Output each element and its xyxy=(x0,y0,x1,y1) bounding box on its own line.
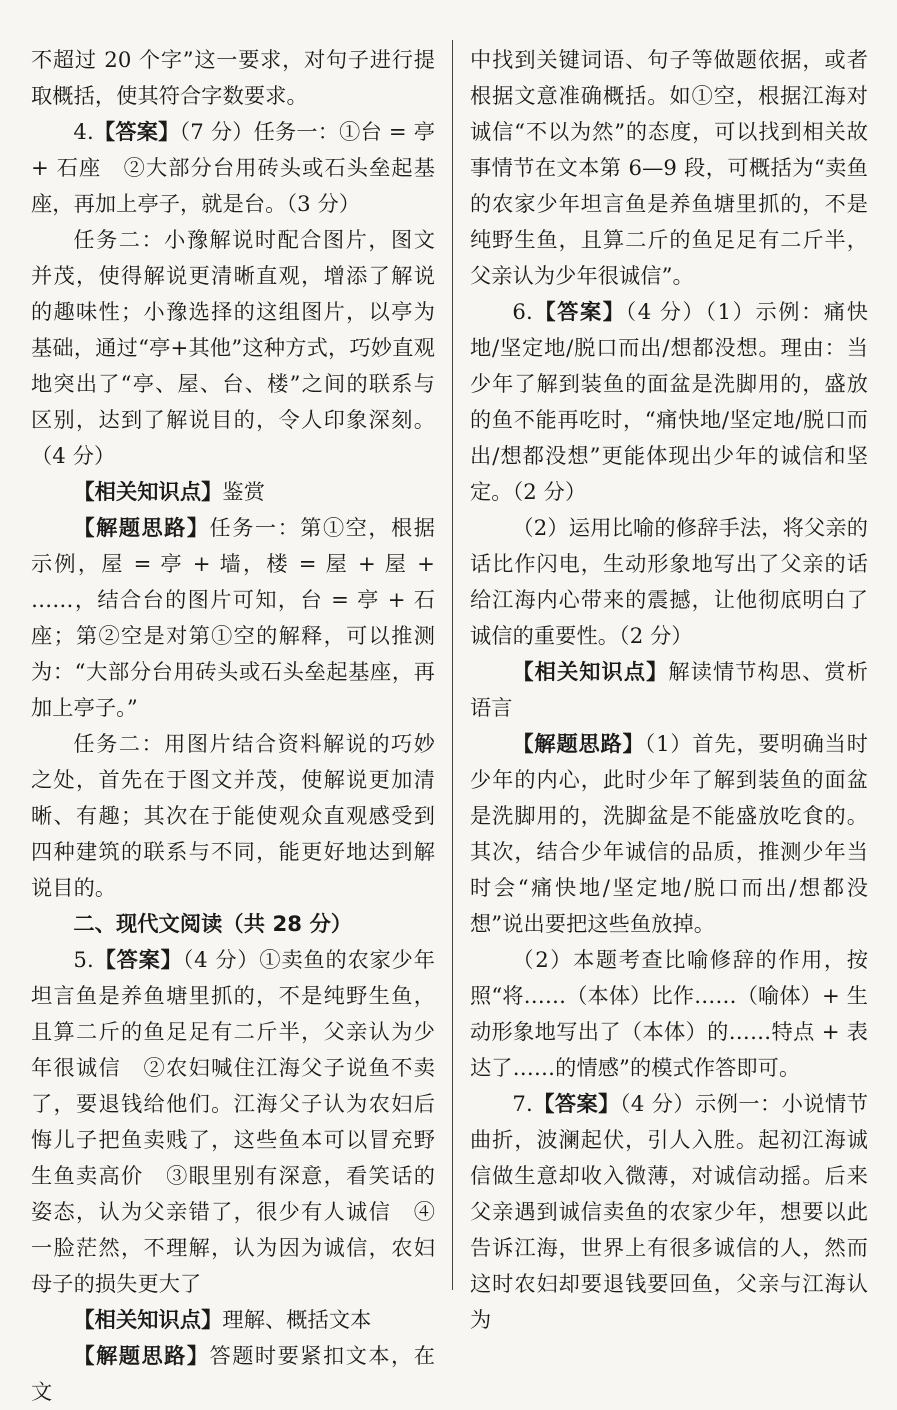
knowledge-point-text: 解读情节构思、赏析语言 xyxy=(470,659,868,720)
answer-tag: 【答案】 xyxy=(93,119,180,144)
question-4-solution-approach xyxy=(31,510,435,726)
knowledge-point-text: 鉴赏 xyxy=(222,479,265,504)
column-divider xyxy=(452,40,453,1290)
knowledge-point-text: 理解、概括文本 xyxy=(222,1307,372,1332)
question-4-knowledge-point xyxy=(31,474,435,510)
question-6-answer-text: （4 分）（1）示例：痛快地/坚定地/脱口而出/想都没想。理由：当少年了解到装鱼的面盆是洗脚用的，盛放的鱼不能再吃时，“痛快地/坚定地/脱口而出/想都没想”更能体现出少年的诚信和坚定。（2 分） xyxy=(470,299,868,504)
question-7-number: 7. xyxy=(512,1091,533,1116)
solution-approach-tag: 【解题思路】 xyxy=(73,515,210,540)
question-5-answer xyxy=(31,942,435,1302)
knowledge-point-tag: 【相关知识点】 xyxy=(512,659,669,684)
answer-tag: 【答案】 xyxy=(93,947,183,972)
question-7-answer-text: （4 分）示例一：小说情节曲折，波澜起伏，引人入胜。起初江海诚信做生意却收入微薄，对诚信动摇。后来父亲遇到诚信卖鱼的农家少年，想要以此告诉江海，世界上有很多诚信的人，然而这时农妇却要退钱要回鱼，父亲与江海认为 xyxy=(470,1091,868,1332)
answer-tag: 【答案】 xyxy=(532,299,626,324)
question-6-number: 6. xyxy=(512,299,533,324)
solution-approach-tag: 【解题思路】 xyxy=(73,1343,210,1368)
question-5-knowledge-point xyxy=(31,1302,435,1338)
question-6-knowledge-point xyxy=(470,654,868,726)
knowledge-point-tag: 【相关知识点】 xyxy=(73,1307,223,1332)
question-6-answer xyxy=(470,294,868,510)
solution-approach-tag: 【解题思路】 xyxy=(512,731,645,756)
question-4-answer-text: （7 分）任务一：①台 = 亭 + 石座 ②大部分台用砖头或石头垒起基座，再加上亭子，就是台。（3 分） xyxy=(31,119,435,216)
question-7-answer xyxy=(470,1086,868,1338)
right-continuation-paragraph: 中找到关键词语、句子等做题依据，或者根据文意准确概括。如①空，根据江海对诚信“不以为然”的态度，可以找到相关故事情节在文本第 6—9 段，可概括为“卖鱼的农家少年坦言鱼是养鱼塘里抓的，不是纯野生鱼，且算二斤的鱼足足有二斤半，父亲认为少年很诚信”。 xyxy=(470,47,868,288)
question-5-answer-text: （4 分）①卖鱼的农家少年坦言鱼是养鱼塘里抓的，不是纯野生鱼，且算二斤的鱼足足有二斤半，父亲认为少年很诚信 ②农妇喊住江海父子说鱼不卖了，要退钱给他们。江海父子认为农妇后悔儿子把鱼卖贱了，这些鱼本可以冒充野生鱼卖高价 ③眼里别有深意，看笑话的姿态，认为父亲错了，很少有人诚信 ④一脸茫然，不理解，认为因为诚信，农妇母子的损失更大了 xyxy=(31,947,435,1296)
question-6-solution-approach xyxy=(470,726,868,942)
question-5-number: 5. xyxy=(73,947,94,972)
question-5-solution-approach xyxy=(31,1338,435,1410)
question-4-answer xyxy=(31,114,435,222)
solution-approach-text: 任务一：第①空，根据示例，屋 = 亭 + 墙，楼 = 屋 + 屋 + ……，结合台的图片可知，台 = 亭 + 石座；第②空是对第①空的解释，可以推测为：“大部分台用砖头或石头垒起基座，再加上亭子。” xyxy=(31,515,435,720)
question-4-task-2: 任务二：小豫解说时配合图片，图文并茂，使得解说更清晰直观，增添了解说的趣味性；小豫选择的这组图片，以亭为基础，通过“亭+其他”这种方式，巧妙直观地突出了“亭、屋、台、楼”之间的联系与区别，达到了解说目的，令人印象深刻。（4 分） xyxy=(31,227,435,468)
solution-approach-text: 答题时要紧扣文本，在文 xyxy=(31,1343,435,1404)
section-heading-modern-reading: 二、现代文阅读（共 28 分） xyxy=(73,911,353,936)
left-continuation-paragraph: 不超过 20 个字”这一要求，对句子进行提取概括，使其符合字数要求。 xyxy=(31,47,435,108)
answer-tag: 【答案】 xyxy=(532,1091,620,1116)
solution-approach-text: （1）首先，要明确当时少年的内心，此时少年了解到装鱼的面盆是洗脚用的，洗脚盆是不能盛放吃食的。其次，结合少年诚信的品质，推测少年当时会“痛快地/坚定地/脱口而出/想都没想”说出要把这些鱼放掉。 xyxy=(470,731,868,936)
right-column xyxy=(470,42,868,1338)
knowledge-point-tag: 【相关知识点】 xyxy=(73,479,223,504)
left-column xyxy=(31,42,435,1410)
question-4-solution-task-2: 任务二：用图片结合资料解说的巧妙之处，首先在于图文并茂，使解说更加清晰、有趣；其次在于能使观众直观感受到四种建筑的联系与不同，能更好地达到解说目的。 xyxy=(31,731,435,900)
question-6-answer-part-2: （2）运用比喻的修辞手法，将父亲的话比作闪电，生动形象地写出了父亲的话给江海内心带来的震撼，让他彻底明白了诚信的重要性。（2 分） xyxy=(470,515,868,648)
question-4-number: 4. xyxy=(73,119,94,144)
question-6-solution-part-2: （2）本题考查比喻修辞的作用，按照“将……（本体）比作……（喻体）+ 生动形象地写出了（本体）的……特点 + 表达了……的情感”的模式作答即可。 xyxy=(470,947,868,1080)
